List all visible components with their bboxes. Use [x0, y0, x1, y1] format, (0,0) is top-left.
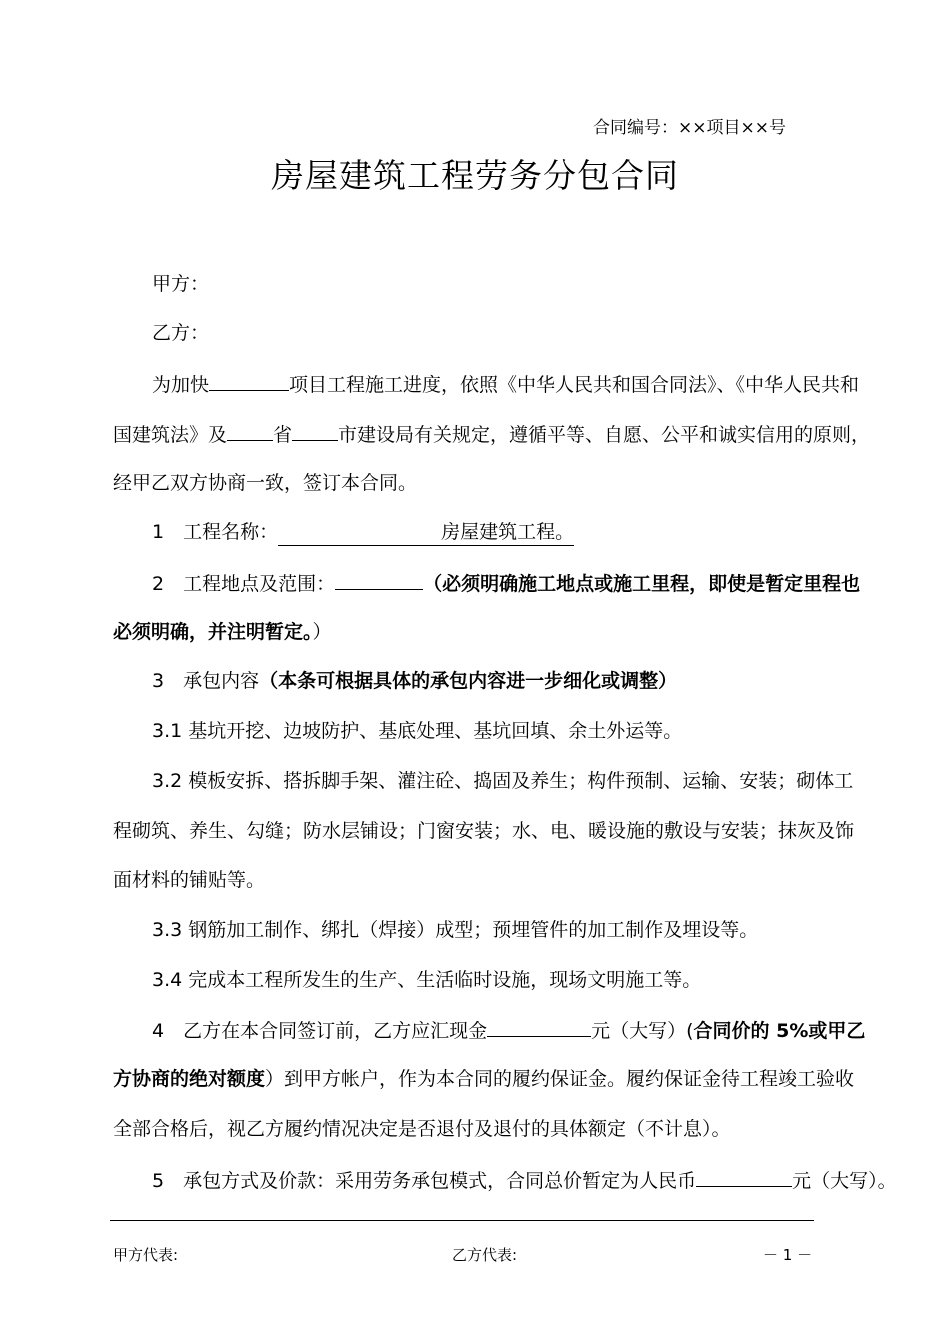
clause-2-line-1	[152, 569, 907, 597]
clause-note: 方协商的绝对额度	[113, 1068, 266, 1090]
party-b-representative: 乙方代表:	[452, 1246, 518, 1264]
project-name-blank	[209, 370, 289, 391]
clause-note: 必须明确，并注明暂定。	[113, 621, 313, 643]
party-b-line: 乙方：	[152, 322, 210, 344]
clause-note: （本条可根据具体的承包内容进一步细化或调整）	[259, 670, 678, 692]
clause-text: 元（大写）(	[591, 1020, 694, 1042]
clause-text: 元（大写）。	[792, 1170, 897, 1192]
clause-label: 2 工程地点及范围：	[152, 573, 336, 595]
clause-text: 5 承包方式及价款：采用劳务承包模式，合同总价暂定为人民币	[152, 1170, 697, 1192]
clause-2-line-2	[113, 619, 868, 645]
party-a-representative: 甲方代表:	[113, 1246, 179, 1264]
party-a-line: 甲方：	[152, 273, 210, 295]
preamble-text: 国建筑法》及	[113, 424, 228, 446]
contract-number: 合同编号：××项目××号	[593, 118, 786, 138]
clause-4-line-3: 全部合格后，视乙方履约情况决定是否退付及退付的具体额定（不计息）。	[113, 1118, 731, 1140]
clause-label: 3 承包内容	[152, 670, 260, 692]
preamble-line-1	[152, 370, 907, 398]
document-title: 房屋建筑工程劳务分包合同	[271, 156, 679, 195]
preamble-text: 市建设局有关规定，遵循平等、自愿、公平和诚实信用的原则，	[338, 424, 871, 446]
preamble-text: 省	[273, 424, 293, 446]
clause-3-2-line-1: 3.2 模板安拆、搭拆脚手架、灌注砼、捣固及养生；构件预制、运输、安装；砌体工	[152, 770, 854, 792]
preamble-text: 项目工程施工进度，依照《中华人民共和国合同法》、《中华人民共和	[289, 374, 860, 396]
contract-price-blank	[696, 1166, 792, 1187]
clause-value: 房屋建筑工程。	[441, 521, 575, 543]
clause-4-line-1	[152, 1016, 907, 1044]
clause-3-2-line-3: 面材料的铺贴等。	[113, 869, 266, 891]
clause-note: （必须明确施工地点或施工里程，即使是暂定里程也	[423, 573, 861, 595]
clause-note-end: ）	[312, 621, 332, 643]
footer-divider	[110, 1220, 814, 1221]
preamble-line-2	[113, 420, 871, 448]
clause-4-line-2	[113, 1066, 868, 1092]
province-blank	[227, 420, 273, 441]
clause-3-3: 3.3 钢筋加工制作、绑扎（焊接）成型；预埋管件的加工制作及埋设等。	[152, 919, 759, 941]
clause-3-1: 3.1 基坑开挖、边坡防护、基底处理、基坑回填、余土外运等。	[152, 720, 683, 742]
preamble-line-3: 经甲乙双方协商一致，签订本合同。	[113, 472, 418, 494]
clause-5	[152, 1166, 907, 1194]
deposit-blank	[487, 1016, 591, 1037]
clause-3-2-line-2: 程砌筑、养生、勾缝；防水层铺设；门窗安装；水、电、暖设施的敷设与安装；抹灰及饰	[113, 820, 855, 842]
project-name-field	[278, 519, 574, 546]
location-blank	[335, 569, 423, 590]
clause-label: 1 工程名称：	[152, 521, 279, 543]
clause-3-4: 3.4 完成本工程所发生的生产、生活临时设施，现场文明施工等。	[152, 969, 702, 991]
clause-3	[152, 668, 907, 694]
page-number: － 1 －	[763, 1246, 813, 1264]
clause-text: 4 乙方在本合同签订前，乙方应汇现金	[152, 1020, 488, 1042]
clause-note: 合同价的 5%或甲乙	[693, 1020, 866, 1042]
preamble-text: 为加快	[152, 374, 210, 396]
city-blank	[292, 420, 338, 441]
clause-1	[152, 519, 907, 546]
clause-text: ）到甲方帐户，作为本合同的履约保证金。履约保证金待工程竣工验收	[265, 1068, 855, 1090]
